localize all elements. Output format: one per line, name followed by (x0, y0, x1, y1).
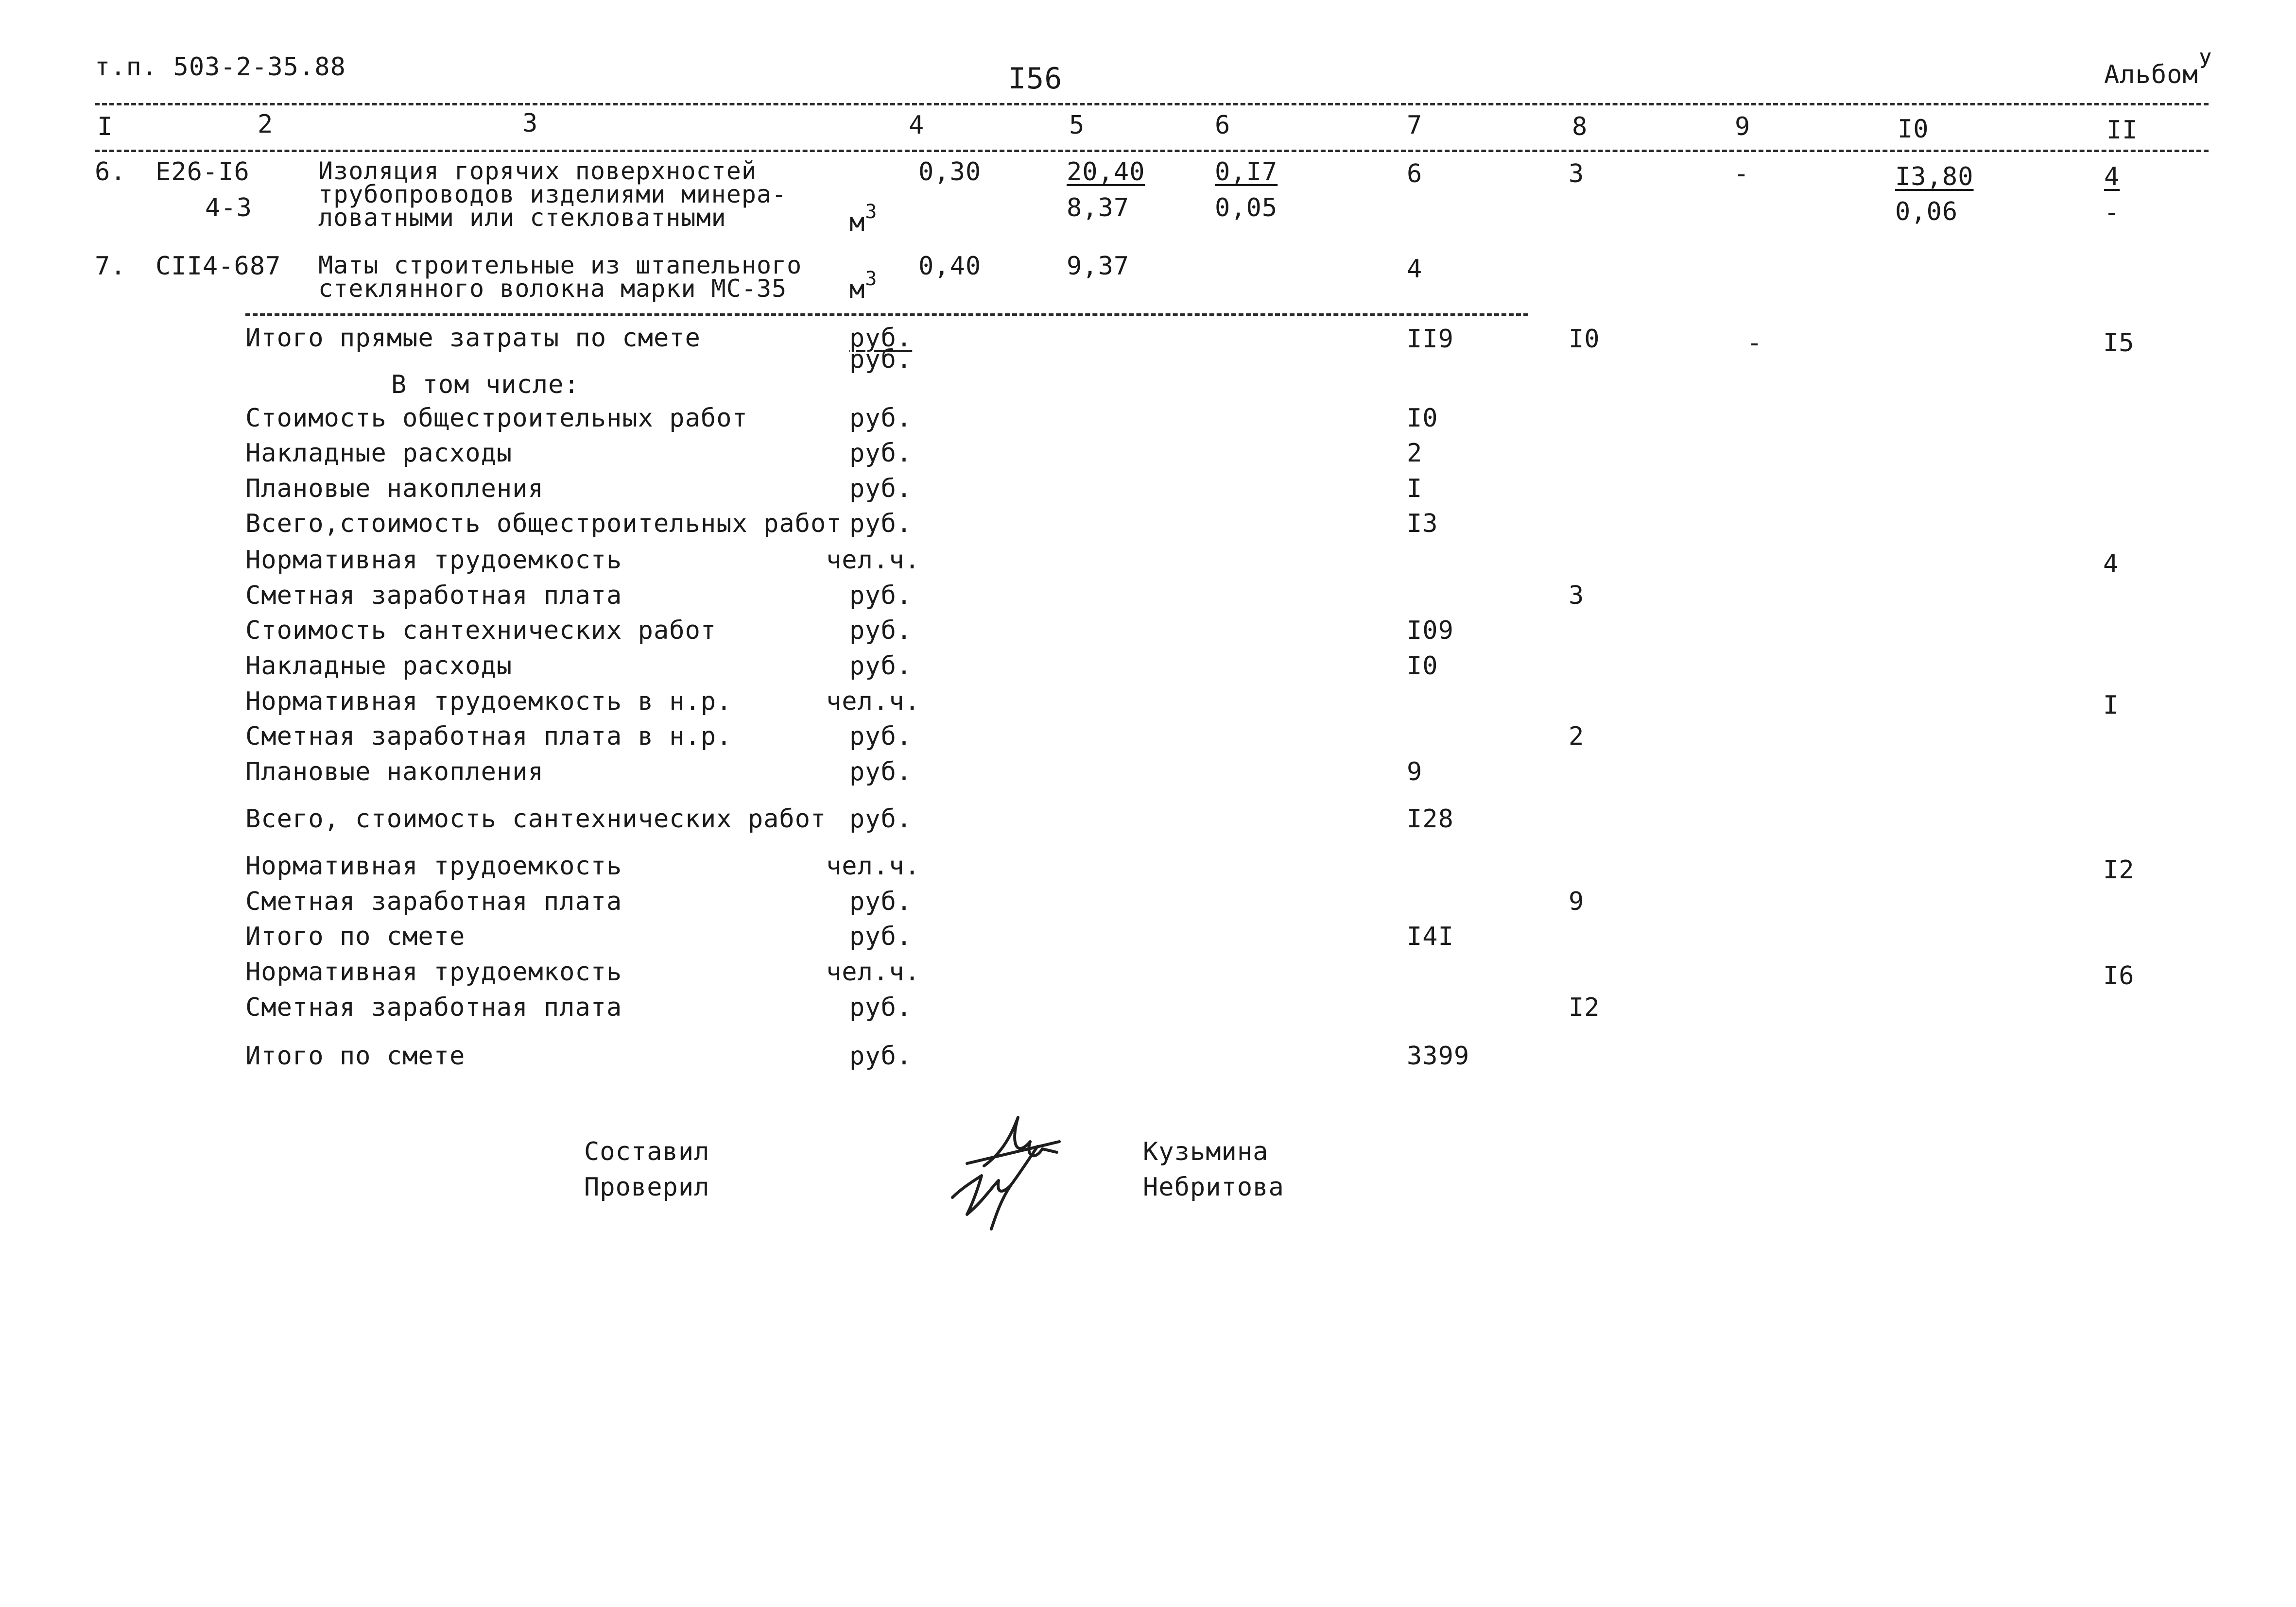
col11-value: I6 (2103, 961, 2135, 991)
summary-label: Нормативная трудоемкость (245, 852, 622, 881)
col11-value: - (2104, 198, 2120, 227)
checked-by-name: Небритова (1143, 1173, 1284, 1202)
col7-value: 3399 (1407, 1042, 1470, 1071)
unit: руб. (849, 722, 913, 751)
col-header-4: 4 (909, 111, 925, 140)
unit: руб. (849, 345, 913, 374)
item-description: ловатными или стекловатными (318, 204, 726, 232)
summary-label: Сметная заработная плата (245, 993, 622, 1022)
col11-value: I (2103, 691, 2119, 720)
item-code: СII4-687 (155, 252, 281, 281)
unit: чел.ч. (826, 852, 920, 881)
summary-label: Итого по смете (245, 1042, 466, 1071)
summary-label: Накладные расходы (245, 651, 513, 681)
col7-value: II9 (1407, 325, 1454, 354)
col7-value: 9 (1407, 757, 1423, 786)
item-description: трубопроводов изделиями минера- (318, 180, 787, 208)
unit: руб. (849, 993, 913, 1022)
summary-label: Итого по смете (245, 922, 466, 951)
summary-label: Всего,стоимость общестроительных работ (245, 509, 842, 538)
col11-value: I5 (2103, 328, 2135, 358)
col-header-2: 2 (258, 110, 274, 139)
unit: чел.ч. (826, 687, 920, 716)
unit: руб. (849, 581, 913, 610)
col8-value: 3 (1569, 581, 1585, 610)
col-header-11: II (2106, 116, 2138, 145)
header-top-rule (95, 103, 2209, 105)
album-number: У (2199, 49, 2212, 73)
quantity: 0,30 (918, 157, 982, 187)
col11-value: I2 (2103, 855, 2135, 885)
item-code: Е26-I6 (155, 157, 250, 187)
col8-value: I0 (1569, 325, 1600, 354)
col7-value: I0 (1407, 651, 1438, 681)
item-description: Изоляция горячих поверхностей (318, 157, 757, 185)
unit: чел.ч. (826, 957, 920, 987)
unit: руб. (849, 887, 913, 916)
col7-value: 2 (1407, 439, 1423, 468)
compiled-by-label: Составил (584, 1137, 710, 1166)
unit: руб. (849, 651, 913, 681)
summary-label: Стоимость общестроительных работ (245, 404, 748, 433)
col5-value: 20,40 (1067, 157, 1145, 187)
col8-value: I2 (1569, 993, 1600, 1022)
item-description: стеклянного волокна марки МС-35 (318, 274, 787, 303)
summary-label: Плановые накопления (245, 474, 544, 503)
summary-label: Нормативная трудоемкость (245, 546, 622, 575)
document-code: т.п. 503-2-35.88 (95, 52, 346, 82)
col9-value: - (1747, 328, 1763, 358)
col-header-7: 7 (1407, 111, 1423, 140)
col7-value: I4I (1407, 922, 1454, 951)
page-number: I56 (1008, 62, 1063, 96)
unit: руб. (849, 404, 913, 433)
unit: руб. (849, 757, 913, 786)
signatures-image (938, 1108, 1093, 1234)
col-header-9: 9 (1735, 112, 1751, 141)
summary-label: Нормативная трудоемкость в н.р. (245, 687, 732, 716)
unit: руб. (849, 1042, 913, 1071)
unit: $м^3$ (849, 268, 878, 304)
unit: чел.ч. (826, 546, 920, 575)
col9-value: - (1734, 159, 1750, 188)
col5-value: 9,37 (1067, 252, 1130, 281)
col11-value: 4 (2103, 549, 2119, 579)
checked-by-label: Проверил (584, 1173, 710, 1202)
unit: руб. (849, 804, 913, 834)
col-header-6: 6 (1215, 111, 1231, 140)
compiled-by-name: Кузьмина (1143, 1137, 1269, 1166)
unit: $м^3$ (849, 201, 878, 237)
row-number: 7. (95, 252, 126, 281)
row-number: 6. (95, 157, 126, 187)
summary-label: Всего, стоимость сантехнических работ (245, 804, 827, 834)
item-description: Маты строительные из штапельного (318, 251, 802, 279)
section-rule (245, 313, 1528, 316)
unit: руб. (849, 922, 913, 951)
unit: руб. (849, 509, 913, 538)
col7-value: I3 (1407, 509, 1438, 538)
including-label: В том числе: (391, 370, 580, 399)
col-header-5: 5 (1069, 111, 1085, 140)
col8-value: 2 (1569, 722, 1585, 751)
summary-label: Сметная заработная плата (245, 581, 622, 610)
unit: руб. (849, 324, 913, 353)
col11-value: 4 (2104, 162, 2120, 191)
col10-value: 0,06 (1895, 197, 1958, 226)
col7-value: I28 (1407, 804, 1454, 834)
col-header-8: 8 (1572, 112, 1588, 141)
col8-value: 3 (1569, 159, 1585, 188)
direct-costs-label: Итого прямые затраты по смете (245, 324, 701, 353)
col10-value: I3,80 (1895, 162, 1974, 191)
col8-value: 9 (1569, 887, 1585, 916)
summary-label: Плановые накопления (245, 757, 544, 786)
col6-value: 0,I7 (1215, 157, 1278, 187)
col5-value: 8,37 (1067, 193, 1130, 222)
col7-value: I0 (1407, 404, 1438, 433)
col6-value: 0,05 (1215, 193, 1278, 222)
unit: руб. (849, 439, 913, 468)
col-header-1: I (97, 112, 113, 141)
header-bottom-rule (95, 150, 2209, 152)
quantity: 0,40 (918, 252, 982, 281)
col-header-3: 3 (522, 109, 538, 138)
col7-value: 6 (1407, 159, 1423, 188)
item-code: 4-3 (205, 193, 252, 222)
summary-label: Накладные расходы (245, 439, 513, 468)
col7-value: I (1407, 474, 1423, 503)
summary-label: Сметная заработная плата (245, 887, 622, 916)
summary-label: Нормативная трудоемкость (245, 957, 622, 987)
unit: руб. (849, 474, 913, 503)
album-label: Альбом (2104, 60, 2198, 89)
unit: руб. (849, 616, 913, 645)
summary-label: Стоимость сантехнических работ (245, 616, 717, 645)
col7-value: 4 (1407, 255, 1423, 284)
col7-value: I09 (1407, 616, 1454, 645)
col-header-10: I0 (1898, 115, 1929, 144)
summary-label: Сметная заработная плата в н.р. (245, 722, 732, 751)
